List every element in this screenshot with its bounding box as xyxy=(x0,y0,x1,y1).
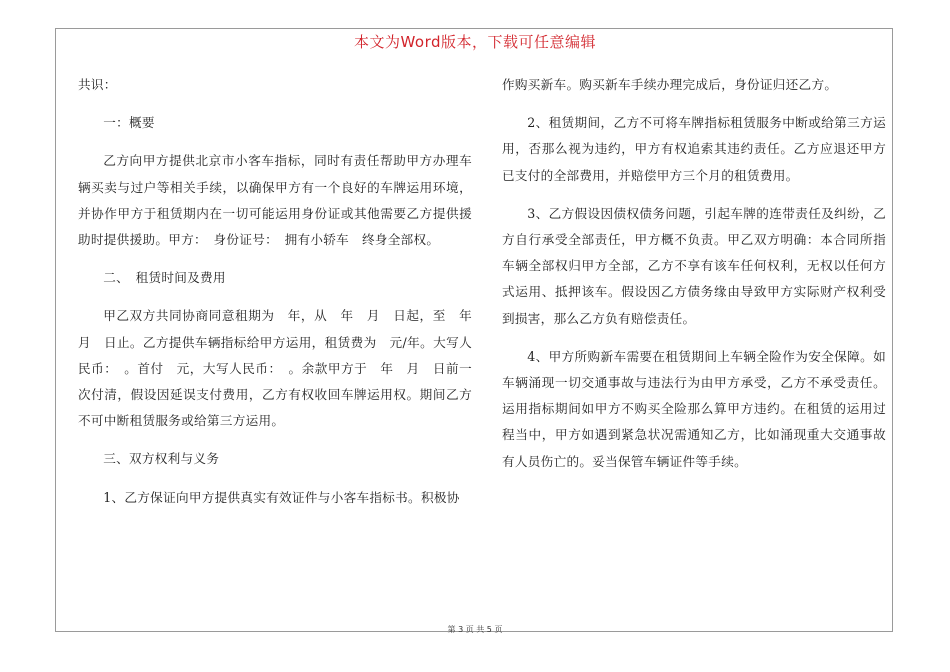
right-paragraph: 2、租赁期间，乙方不可将车牌指标租赁服务中断或给第三方运用，否那么视为违约，甲方有权追索其违约责任。乙方应退还甲方已支付的全部费用，并赔偿甲方三个月的租赁费用。 xyxy=(502,115,886,183)
left-paragraph: 甲乙双方共同协商同意租期为 年，从 年 月 日起，至 年 月 日止。乙方提供车辆指标给甲方运用，租赁费为 元/年。大写人民币： 。首付 元，大写人民币： 。余款甲方于 年 月 日前一次付清，假设因延误支付费用，乙方有权收回车牌运用权。期间乙方不可中断租赁服务或给第三方运用。 xyxy=(78,308,485,429)
left-paragraph: 共识： xyxy=(78,77,117,92)
page-number-footer: 第 3 页 共 5 页 xyxy=(447,625,503,634)
left-paragraph: 乙方向甲方提供北京市小客车指标，同时有责任帮助甲方办理车辆买卖与过户等相关手续，以确保甲方有一个良好的车牌运用环境，并协作甲方于租赁期内在一切可能运用身份证或其他需要乙方提供援助时提供援助。甲方： 身份证号： 拥有小轿车 终身全部权。 xyxy=(78,153,472,248)
left-paragraph: 1、乙方保证向甲方提供真实有效证件与小客车指标书。积极协 xyxy=(103,489,460,505)
right-paragraph: 3、乙方假设因债权债务问题，引起车牌的连带责任及纠纷，乙方自行承受全部责任，甲方概不负责。甲乙双方明确：本合同所指车辆全部权归甲方全部，乙方不享有该车任何权利，无权以任何方式运用、抵押该车。假设因乙方债务缘由导致甲方实际财产权利受到损害，那么乙方负有赔偿责任。 xyxy=(502,205,886,326)
left-paragraph: 二、 租赁时间及费用 xyxy=(103,270,226,286)
right-paragraph: 4、甲方所购新车需要在租赁期间上车辆全险作为安全保障。如车辆涌现一切交通事故与违法行为由甲方承受，乙方不承受责任。运用指标期间如甲方不购买全险那么算甲方违约。在租赁的运用过程当中，甲方如遇到紧急状况需通知乙方，比如涌现重大交通事故有人员伤亡的。妥当保管车辆证件等手续。 xyxy=(502,348,886,469)
right-column xyxy=(502,72,886,487)
right-paragraph: 作购买新车。购买新车手续办理完成后，身份证归还乙方。 xyxy=(502,77,838,92)
left-paragraph: 三、双方权利与义务 xyxy=(103,451,220,467)
left-paragraph: 一：概要 xyxy=(103,115,155,131)
watermark-header: 本文为Word版本，下载可任意编辑 xyxy=(353,33,597,51)
left-column xyxy=(78,72,485,523)
